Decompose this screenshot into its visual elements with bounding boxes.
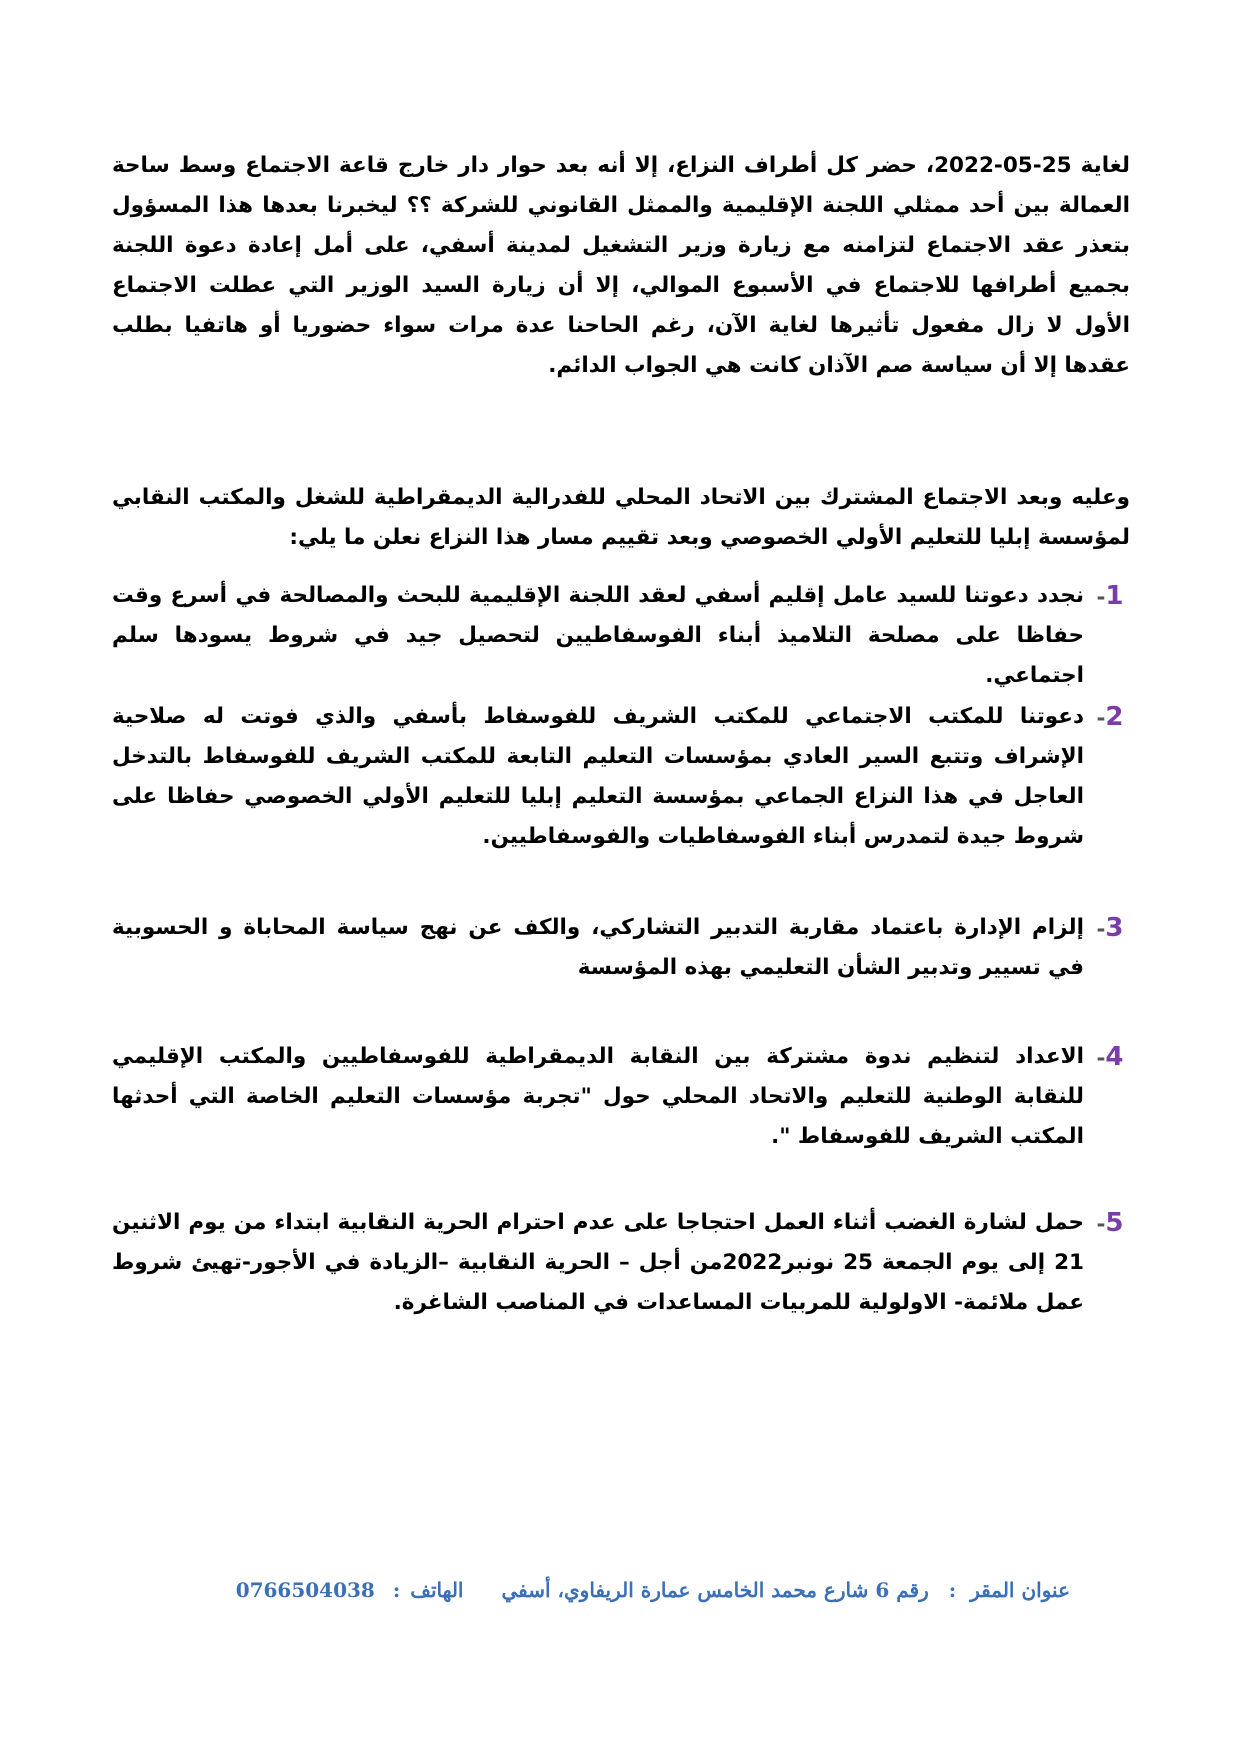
demand-item-3	[112, 908, 1130, 988]
address-label: عنوان المقر	[970, 1578, 1070, 1602]
phone-label: الهاتف	[410, 1578, 464, 1602]
demand-text: إلزام الإدارة باعتماد مقاربة التدبير التشاركي، والكف عن نهج سياسة المحاباة و الحسوبية في تسيير وتدبير الشأن التعليمي بهذه المؤسسة	[112, 915, 1084, 980]
phone-number: 0766504038	[235, 1578, 375, 1602]
demand-item-4	[112, 1037, 1130, 1157]
demand-text: نجدد دعوتنا للسيد عامل إقليم أسفي لعقد اللجنة الإقليمية للبحث والمصالحة في أسرع وقت حفاظا على مصلحة التلاميذ أبناء الفوسفاطيين لتحصيل جيد في شروط يسودها سلم اجتماعي.	[112, 583, 1084, 688]
demand-item-1	[112, 576, 1130, 696]
demand-number: 2-	[1096, 702, 1124, 732]
address-colon: :	[948, 1578, 957, 1602]
demand-number: 3-	[1096, 913, 1124, 943]
address-text: رقم 6 شارع محمد الخامس عمارة الريفاوي، أسفي	[501, 1578, 929, 1602]
demand-text: حمل لشارة الغضب أثناء العمل احتجاجا على عدم احترام الحرية النقابية ابتداء من يوم الاثنين 21 إلى يوم الجمعة 25 نونبر2022من أجل – الحرية النقابية –الزيادة في الأجور-تهيئ شروط عمل ملائمة- الاولولية للمربيات المساعدات في المناصب الشاغرة.	[112, 1210, 1084, 1315]
demand-number: 1-	[1096, 581, 1124, 611]
phone-colon: :	[392, 1578, 401, 1602]
demand-text: الاعداد لتنظيم ندوة مشتركة بين النقابة الديمقراطية للفوسفاطيين والمكتب الإقليمي للنقابة الوطنية للتعليم والاتحاد المحلي حول "تجربة مؤسسات التعليم الخاصة التي أحدثها المكتب الشريف للفوسفاط ".	[112, 1044, 1084, 1149]
demand-item-5	[112, 1203, 1130, 1323]
footer-contact	[150, 1578, 1070, 1618]
demand-number: 5-	[1096, 1208, 1124, 1238]
demand-item-2	[112, 697, 1130, 857]
decision-paragraph: وعليه وبعد الاجتماع المشترك بين الاتحاد المحلي للفدرالية الديمقراطية للشغل والمكتب النقابي لمؤسسة إبليا للتعليم الأولي الخصوصي وبعد تقييم مسار هذا النزاع نعلن ما يلي:	[112, 485, 1130, 550]
demand-text: دعوتنا للمكتب الاجتماعي للمكتب الشريف للفوسفاط بأسفي والذي فوتت له صلاحية الإشراف وتتبع السير العادي بمؤسسات التعليم التابعة للمكتب الشريف للفوسفاط بالتدخل العاجل في هذا النزاع الجماعي بمؤسسة التعليم إبليا للتعليم الأولي الخصوصي حفاظا على شروط جيدة لتمدرس أبناء الفوسفاطيات والفوسفاطيين.	[112, 704, 1084, 849]
intro-paragraph: لغاية 25-05-2022، حضر كل أطراف النزاع، إلا أنه بعد حوار دار خارج قاعة الاجتماع وسط ساحة العمالة بين أحد ممثلي اللجنة الإقليمية والممثل القانوني للشركة ؟؟ ليخبرنا بعدها هذا المسؤول بتعذر عقد الاجتماع لتزامنه مع زيارة وزير التشغيل لمدينة أسفي، على أمل إعادة دعوة اللجنة بجميع أطرافها للاجتماع في الأسبوع الموالي، إلا أن زيارة السيد الوزير التي عطلت الاجتماع الأول لا زال مفعول تأثيرها لغاية الآن، رغم الحاحنا عدة مرات سواء حضوريا أو هاتفيا بطلب عقدها إلا أن سياسة صم الآذان كانت هي الجواب الدائم.	[112, 153, 1130, 378]
demand-number: 4-	[1096, 1042, 1124, 1072]
